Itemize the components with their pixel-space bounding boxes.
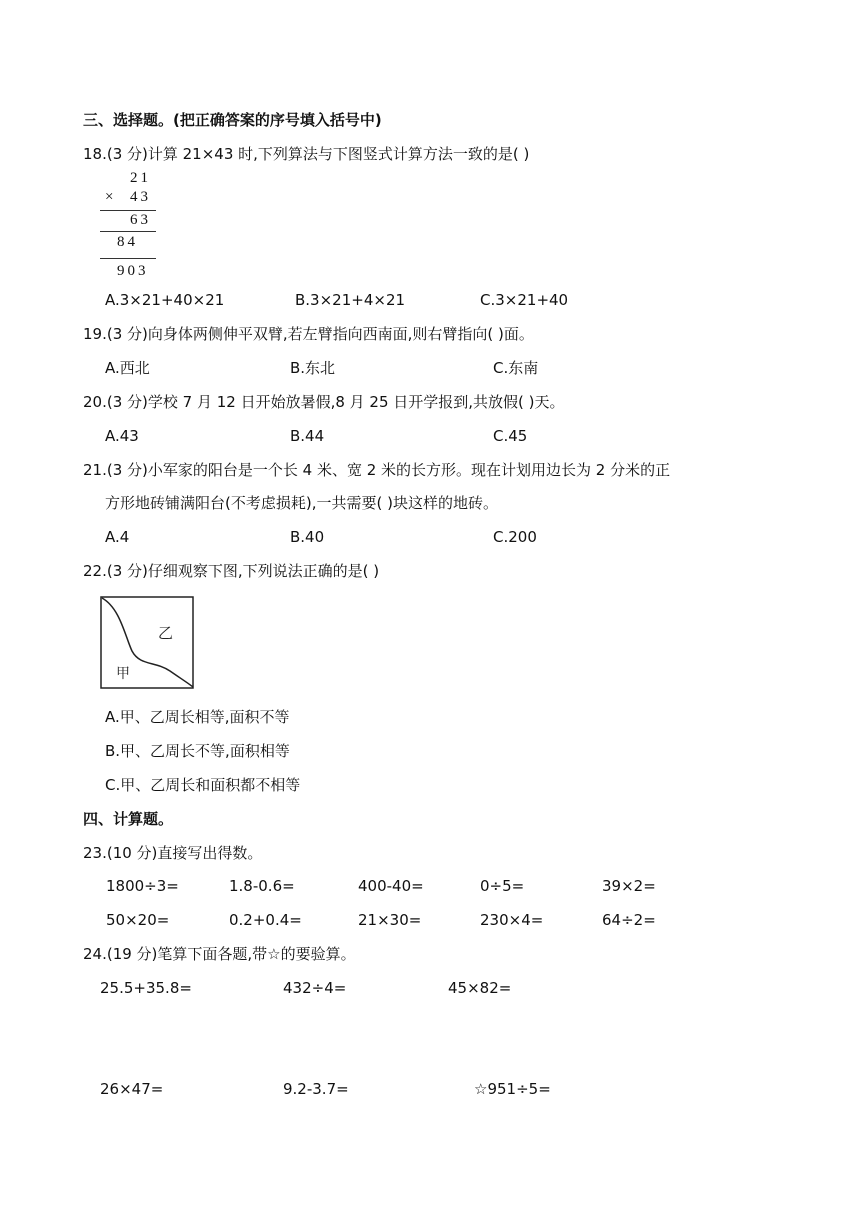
figure-label-jia: 甲 — [116, 666, 130, 682]
multiplier: 43 — [130, 189, 151, 205]
product-result: 903 — [117, 263, 149, 279]
figure-label-yi: 乙 — [158, 624, 174, 642]
q24-item: ☆951÷5= — [474, 1080, 551, 1098]
q21-option-b[interactable]: B.40 — [290, 528, 325, 546]
q22-figure — [100, 596, 196, 690]
q19-option-b[interactable]: B.东北 — [290, 359, 336, 377]
q20-option-a[interactable]: A.43 — [105, 427, 139, 445]
question-20-stem: 20.(3 分)学校 7 月 12 日开始放暑假,8 月 25 日开学报到,共放假( )天。 — [83, 393, 565, 411]
q23-item: 230×4= — [480, 911, 544, 929]
q18-option-a[interactable]: A.3×21+40×21 — [105, 291, 225, 309]
q21-option-c[interactable]: C.200 — [493, 528, 537, 546]
rule-line-1 — [100, 210, 156, 211]
q19-option-c[interactable]: C.东南 — [493, 359, 539, 377]
section-title-calculation: 四、计算题。 — [83, 810, 174, 828]
rule-line-2 — [100, 231, 156, 232]
multiplicand: 21 — [130, 170, 151, 186]
q23-item: 0.2+0.4= — [229, 911, 302, 929]
q20-option-c[interactable]: C.45 — [493, 427, 528, 445]
question-24-stem: 24.(19 分)笔算下面各题,带☆的要验算。 — [83, 945, 356, 963]
q24-item: 9.2-3.7= — [283, 1080, 349, 1098]
q23-item: 0÷5= — [480, 877, 525, 895]
question-21-stem-line2: 方形地砖铺满阳台(不考虑损耗),一共需要( )块这样的地砖。 — [105, 494, 498, 512]
section-title-choice: 三、选择题。(把正确答案的序号填入括号中) — [83, 111, 382, 129]
q24-item: 432÷4= — [283, 979, 347, 997]
q24-item: 26×47= — [100, 1080, 164, 1098]
q24-item: 25.5+35.8= — [100, 979, 192, 997]
question-19-stem: 19.(3 分)向身体两侧伸平双臂,若左臂指向西南面,则右臂指向( )面。 — [83, 325, 534, 343]
q22-option-b[interactable]: B.甲、乙周长不等,面积相等 — [105, 742, 290, 760]
multiply-sign: × — [105, 189, 117, 205]
q20-option-b[interactable]: B.44 — [290, 427, 325, 445]
q23-item: 400-40= — [358, 877, 424, 895]
question-18-stem: 18.(3 分)计算 21×43 时,下列算法与下图竖式计算方法一致的是( ) — [83, 145, 530, 163]
q18-option-b[interactable]: B.3×21+4×21 — [295, 291, 406, 309]
q19-option-a[interactable]: A.西北 — [105, 359, 150, 377]
q23-item: 39×2= — [602, 877, 656, 895]
partial-product-1: 63 — [130, 212, 151, 228]
q23-item: 1800÷3= — [106, 877, 179, 895]
question-22-stem: 22.(3 分)仔细观察下图,下列说法正确的是( ) — [83, 562, 380, 580]
q23-item: 21×30= — [358, 911, 422, 929]
rule-line-3 — [100, 258, 156, 259]
q23-item: 64÷2= — [602, 911, 656, 929]
question-23-stem: 23.(10 分)直接写出得数。 — [83, 844, 263, 862]
q24-item: 45×82= — [448, 979, 512, 997]
partial-product-2: 84 — [117, 234, 138, 250]
question-21-stem-line1: 21.(3 分)小军家的阳台是一个长 4 米、宽 2 米的长方形。现在计划用边长为 2 分米的正 — [83, 461, 671, 479]
q21-option-a[interactable]: A.4 — [105, 528, 130, 546]
q23-item: 50×20= — [106, 911, 170, 929]
q22-option-a[interactable]: A.甲、乙周长相等,面积不等 — [105, 708, 290, 726]
q22-option-c[interactable]: C.甲、乙周长和面积都不相等 — [105, 776, 301, 794]
q18-option-c[interactable]: C.3×21+40 — [480, 291, 569, 309]
q23-item: 1.8-0.6= — [229, 877, 295, 895]
